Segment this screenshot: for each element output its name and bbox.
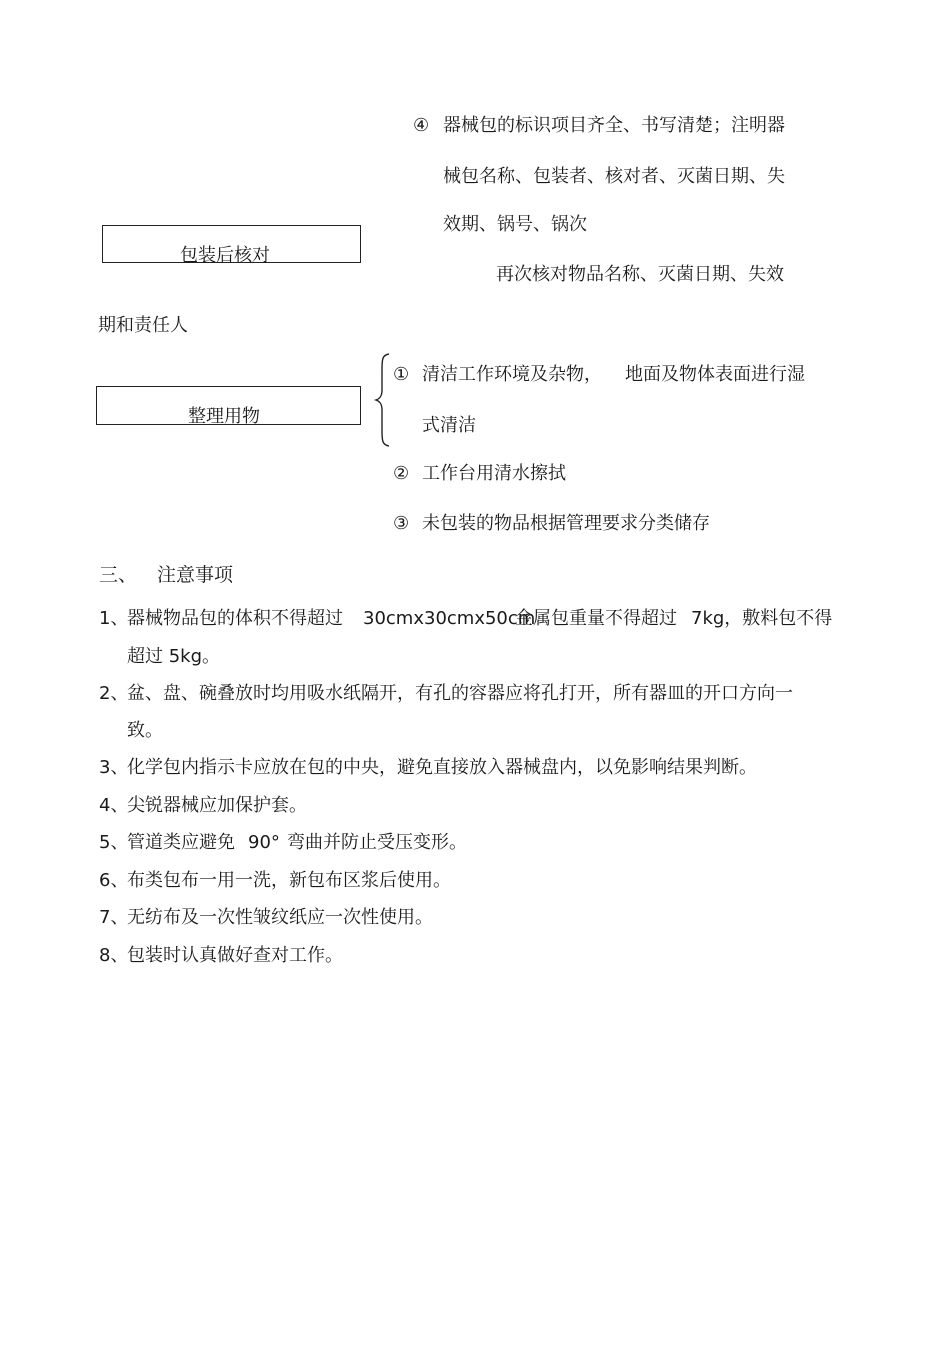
note-2-line-1: 盆、盘、碗叠放时均用吸水纸隔开，有孔的容器应将孔打开，所有器皿的开口方向一 xyxy=(127,683,793,704)
note-7-text: 无纺布及一次性皱纹纸应一次性使用。 xyxy=(127,907,433,928)
note-3-text: 化学包内指示卡应放在包的中央，避免直接放入器械盘内，以免影响结果判断。 xyxy=(127,757,757,778)
note-1-part-1: 器械物品包的体积不得超过 xyxy=(127,608,343,629)
recheck-line-2: 期和责任人 xyxy=(98,315,188,336)
note-3-number: 3、 xyxy=(99,757,129,778)
item2-text: 工作台用清水擦拭 xyxy=(422,463,566,484)
note-5-part-1: 管道类应避免 xyxy=(127,832,235,853)
post-check-label: 包装后核对 xyxy=(180,245,270,266)
recheck-line-1: 再次核对物品名称、灭菌日期、失效 xyxy=(496,264,784,285)
section-heading-title: 注意事项 xyxy=(157,564,234,586)
item4-line-2: 械包名称、包装者、核对者、灭菌日期、失 xyxy=(443,166,785,187)
note-2-line-2: 致。 xyxy=(127,720,163,741)
note-6-number: 6、 xyxy=(99,870,129,891)
note-1-part-3: 金属包重量不得超过 xyxy=(515,608,677,629)
item1-part-1: 清洁工作环境及杂物， xyxy=(422,364,602,385)
note-1-part-2: 30cmx30cmx50cm xyxy=(363,608,536,629)
item4-number: ④ xyxy=(413,115,430,136)
note-4-number: 4、 xyxy=(99,795,129,816)
item4-line-1: 器械包的标识项目齐全、书写清楚；注明器 xyxy=(443,115,785,136)
item3-number: ③ xyxy=(393,513,410,534)
note-8-number: 8、 xyxy=(99,945,129,966)
note-1-part-4: 7kg，敷料包不得 xyxy=(691,608,833,629)
item1-line-2: 式清洁 xyxy=(422,415,476,436)
note-5-part-3: 弯曲并防止受压变形。 xyxy=(287,832,467,853)
item3-text: 未包装的物品根据管理要求分类储存 xyxy=(422,513,710,534)
note-8-text: 包装时认真做好查对工作。 xyxy=(127,945,343,966)
curly-brace xyxy=(374,352,394,448)
note-1-line-2: 超过 5kg。 xyxy=(127,646,221,667)
item2-number: ② xyxy=(393,463,410,484)
section-heading-number: 三、 xyxy=(99,564,138,586)
note-6-text: 布类包布一用一洗，新包布区浆后使用。 xyxy=(127,870,451,891)
note-2-number: 2、 xyxy=(99,683,129,704)
item1-number: ① xyxy=(393,364,410,385)
note-1-number: 1、 xyxy=(99,608,129,629)
item4-line-3: 效期、锅号、锅次 xyxy=(443,214,587,235)
note-7-number: 7、 xyxy=(99,907,129,928)
note-5-number: 5、 xyxy=(99,832,129,853)
tidy-label: 整理用物 xyxy=(188,406,260,427)
note-5-part-2: 90° xyxy=(248,832,280,853)
note-4-text: 尖锐器械应加保护套。 xyxy=(127,795,307,816)
item1-part-2: 地面及物体表面进行湿 xyxy=(625,364,805,385)
